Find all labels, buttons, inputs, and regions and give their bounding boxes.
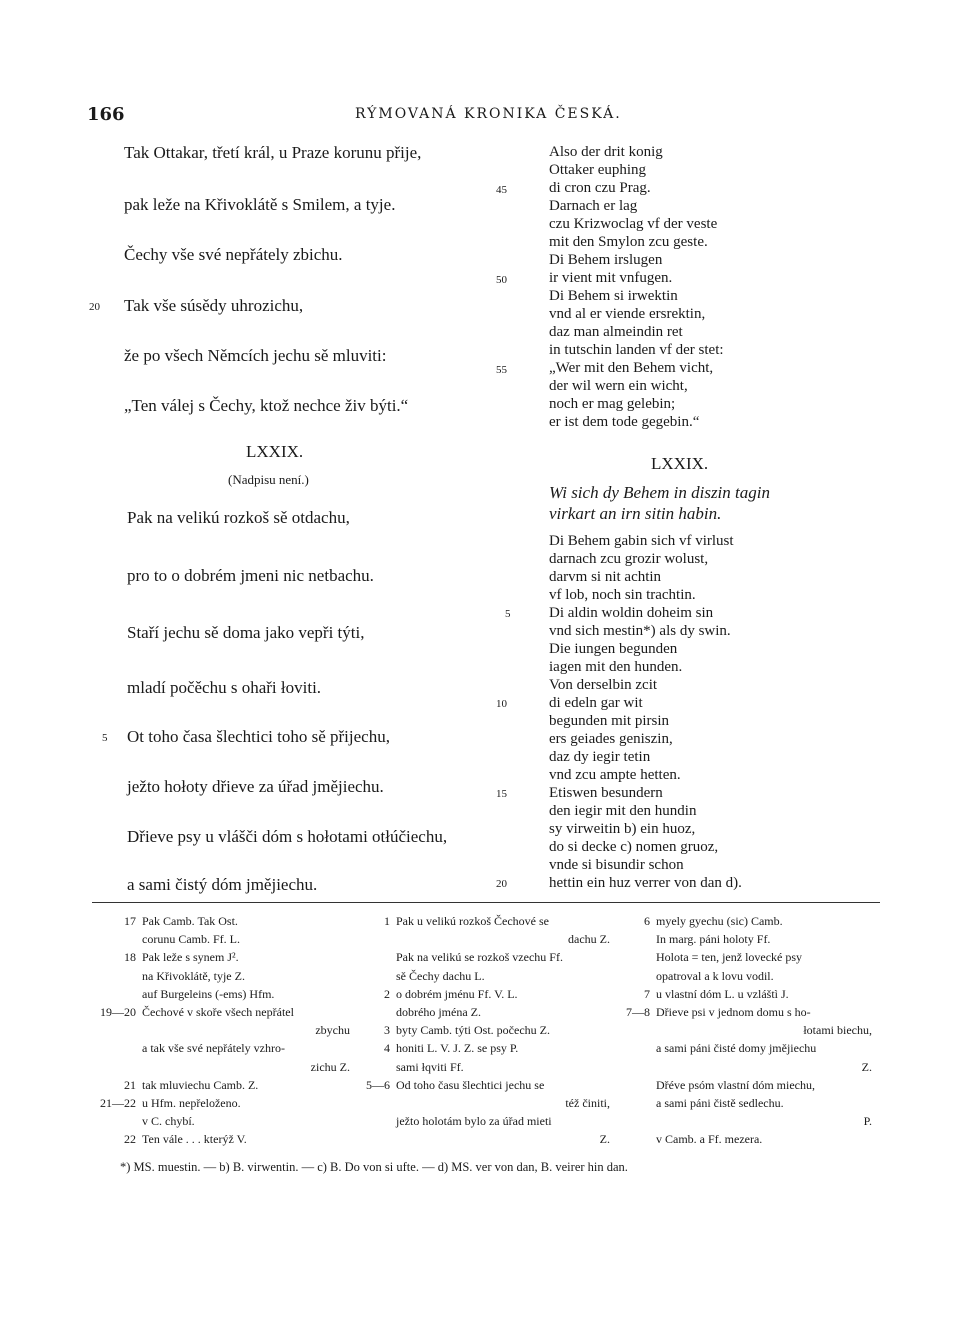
footnote-number (88, 967, 142, 985)
german-line: den iegir mit den hundin (549, 803, 697, 819)
footnote-number (616, 967, 656, 985)
footnote-number (354, 1094, 396, 1112)
footnote-line (354, 1039, 610, 1057)
footnote-line (88, 985, 350, 1003)
german-line: ers geiades geniszin, (549, 731, 673, 747)
german-line: darvm si nit achtin (549, 569, 662, 585)
footnote-text: P. (863, 1114, 872, 1129)
footnote-text: opatroval a k lovu vodil. (656, 968, 774, 983)
german-verse-block-top (549, 143, 724, 431)
line-number: 55 (496, 364, 507, 376)
german-line: di cron czu Prag. (549, 180, 651, 196)
czech-line: Pak na velikú rozkoš sě otdachu, (127, 508, 350, 527)
footnotes-column-2 (354, 912, 610, 1149)
german-line: er ist dem tode gegebin.“ (549, 414, 700, 430)
footnote-line (88, 1076, 350, 1094)
german-line: sy virweitin b) ein huoz, (549, 821, 696, 837)
section-subtitle-german: Wi sich dy Behem in diszin tagin (549, 483, 770, 502)
footnote-number (354, 930, 396, 948)
german-line: do si decke c) nomen gruoz, (549, 839, 719, 855)
footnote-number: 4 (384, 1041, 390, 1056)
footnote-text: Pak na velikú se rozkoš vzechu Ff. (396, 950, 563, 965)
footnotes-column-1 (88, 912, 350, 1149)
czech-line: Tak vše súsědy uhrozichu, (124, 296, 304, 315)
footnote-text: Pak u velikú rozkoš Čechové se (396, 914, 549, 928)
footnote-text: na Křivoklátě, tyje Z. (142, 968, 245, 983)
footnote-text: łotami biechu, (803, 1023, 872, 1038)
german-line: Di Behem si irwektin (549, 288, 678, 304)
footnote-number: 7—8 (626, 1005, 650, 1020)
german-line: iagen mit den hunden. (549, 659, 683, 675)
footnote-number (88, 985, 142, 1003)
footnote-number (616, 1112, 656, 1130)
footnote-text: sami łqviti Ff. (396, 1059, 464, 1074)
footnote-text: auf Burgeleins (-ems) Hfm. (142, 986, 275, 1001)
footnote-number (88, 1039, 142, 1057)
czech-line: pro to o dobrém jmeni nic netbachu. (127, 566, 374, 585)
section-subtitle-german: virkart an irn sitin habin. (549, 504, 722, 523)
czech-line: a sami čistý dóm jmějiechu. (127, 875, 318, 894)
footnote-text: In marg. páni holoty Ff. (656, 932, 771, 947)
footnote-line (88, 1058, 350, 1076)
footnote-text: honiti L. V. J. Z. se psy P. (396, 1041, 519, 1056)
footnote-line (616, 967, 872, 985)
footnote-number (354, 1112, 396, 1130)
footnote-line (616, 1021, 872, 1039)
line-number: 45 (496, 184, 507, 196)
footnote-number: 3 (384, 1023, 390, 1038)
german-line: in tutschin landen vf der stet: (549, 342, 724, 358)
czech-line: pak leže na Křivoklátě s Smilem, a tyje. (124, 195, 396, 214)
german-line: der wil wern ein wicht, (549, 378, 688, 394)
footnote-text: Pak leže s synem J². (142, 950, 239, 965)
footnote-text: u vlastní dóm L. u vzláštì J. (656, 986, 789, 1001)
footnote-number (88, 930, 142, 948)
german-line: Ottaker euphing (549, 162, 647, 178)
footnote-number (354, 948, 396, 966)
footnote-text: a sami páni čistě sedlechu. (656, 1096, 784, 1111)
footnote-line (616, 1094, 872, 1112)
footnote-text: zbychu (315, 1023, 350, 1038)
footnote-text: byty Camb. týti Ost. počechu Z. (396, 1023, 550, 1038)
german-line: Di Behem gabin sich vf virlust (549, 533, 734, 549)
footnote-text: Od toho času šlechtici jechu se (396, 1077, 545, 1092)
footnote-number: 22 (124, 1132, 136, 1147)
footnote-text: tak mluviechu Camb. Z. (142, 1077, 259, 1092)
footnote-text: v Camb. a Ff. mezera. (656, 1132, 763, 1147)
footnote-line (88, 1039, 350, 1057)
footnote-line (616, 1058, 872, 1076)
footnote-line (616, 930, 872, 948)
footnote-line (354, 912, 610, 930)
footnote-text: zichu Z. (310, 1059, 350, 1074)
footnote-line (88, 1094, 350, 1112)
footnote-line (354, 967, 610, 985)
german-line: mit den Smylon zcu geste. (549, 234, 708, 250)
german-line: ir vient mit vnfugen. (549, 270, 673, 286)
line-number: 5 (102, 732, 108, 744)
footnote-line (354, 1058, 610, 1076)
footnote-line (354, 1076, 610, 1094)
line-number: 20 (496, 878, 507, 890)
czech-line: že po všech Němcích jechu sě mluviti: (124, 346, 387, 365)
footnote-line (88, 1003, 350, 1021)
footnote-line (88, 912, 350, 930)
footnote-line (354, 1021, 610, 1039)
footnote-text: v C. chybí. (142, 1114, 195, 1129)
footnote-line (354, 1130, 610, 1148)
footnote-line (616, 1076, 872, 1094)
footnote-number (354, 1003, 396, 1021)
german-line: Di aldin woldin doheim sin (549, 605, 714, 621)
czech-line: Ot toho časa šlechtici toho sě přijechu, (127, 727, 390, 746)
german-line: noch er mag gelebin; (549, 396, 676, 412)
footnote-line (616, 1039, 872, 1057)
footnote-text: Čechové v skoře všech nepřátel (142, 1005, 294, 1020)
german-line: Die iungen begunden (549, 641, 678, 657)
footnote-line (88, 967, 350, 985)
footnote-number (616, 1076, 656, 1094)
footnote-line (616, 948, 872, 966)
footnote-text: ježto holotám bylo za úřad mieti (396, 1114, 552, 1129)
footnote-line (354, 1094, 610, 1112)
footnote-line (616, 1130, 872, 1148)
german-line: vnd zcu ampte hetten. (549, 767, 681, 783)
german-line: Di Behem irslugen (549, 252, 663, 268)
footnote-line (354, 948, 610, 966)
footnote-text: Pak Camb. Tak Ost. (142, 914, 238, 928)
footnote-text: Z. (861, 1059, 872, 1074)
footnote-line (88, 1130, 350, 1148)
czech-line: ježto hołoty dřieve za úřad jmějiechu. (127, 777, 384, 796)
footnote-line (88, 948, 350, 966)
footnote-number (354, 1058, 396, 1076)
footnote-number (616, 1021, 656, 1039)
german-line: Also der drit konig (549, 144, 663, 160)
footnote-number: 7 (644, 986, 650, 1001)
footnote-text: a tak vše své nepřátely vzhro- (142, 1041, 285, 1056)
footnote-line (616, 985, 872, 1003)
german-line: darnach zcu grozir wolust, (549, 551, 709, 567)
german-line: „Wer mit den Behem vicht, (549, 360, 714, 376)
footnote-number (616, 930, 656, 948)
footnote-line (88, 930, 350, 948)
footnote-number (616, 1130, 656, 1148)
line-number: 15 (496, 788, 507, 800)
footnote-text: corunu Camb. Ff. L. (142, 932, 240, 947)
footnote-number (616, 1058, 656, 1076)
footnote-text: Dřieve psi v jednom domu s ho- (656, 1005, 811, 1020)
running-title: RÝMOVANÁ KRONIKA ČESKÁ. (355, 106, 622, 122)
czech-line: Tak Ottakar, třetí král, u Praze korunu přije, (124, 143, 422, 162)
footnote-line (354, 1112, 610, 1130)
german-line: di edeln gar wit (549, 695, 643, 711)
footnote-number: 21—22 (100, 1096, 136, 1111)
bottom-notes: *) MS. muestin. — b) B. virwentin. — c) B. Do von si ufte. — d) MS. ver von dan, B. veirer hin dan. (120, 1160, 628, 1174)
footnote-number (88, 1112, 142, 1130)
footnote-text: též činiti, (565, 1096, 610, 1111)
line-number: 5 (505, 608, 511, 620)
footnote-number (88, 1021, 142, 1039)
footnote-number (616, 1039, 656, 1057)
footnote-text: sě Čechy dachu L. (396, 968, 485, 983)
footnote-text: dobrého jména Z. (396, 1005, 481, 1020)
footnote-line (616, 1112, 872, 1130)
footnote-number: 17 (124, 914, 136, 928)
footnote-number: 2 (384, 986, 390, 1001)
line-number: 20 (89, 301, 100, 313)
german-verse-block-bottom (549, 532, 742, 892)
footnote-text: o dobrém jménu Ff. V. L. (396, 986, 518, 1001)
german-line: Darnach er lag (549, 198, 638, 214)
line-number: 50 (496, 274, 507, 286)
section-title-german: LXXIX. (651, 454, 709, 473)
german-line: vf lob, noch sin trachtin. (549, 587, 696, 603)
footnote-line (88, 1021, 350, 1039)
footnote-text: Ten vále . . . kterýž V. (142, 1132, 247, 1147)
footnote-number (616, 948, 656, 966)
section-title-czech: LXXIX. (246, 442, 304, 461)
footnote-text: dachu Z. (568, 932, 610, 947)
footnote-text: Holota = ten, jenž lovecké psy (656, 950, 803, 965)
section-note-czech: (Nadpisu není.) (228, 472, 309, 487)
footnotes-column-3 (616, 912, 872, 1149)
german-line: vnd sich mestin*) als dy swin. (549, 623, 731, 639)
footnote-line (88, 1112, 350, 1130)
footnote-number (88, 1058, 142, 1076)
footnote-number: 6 (644, 914, 650, 928)
german-line: daz dy iegir tetin (549, 749, 651, 765)
footnote-line (354, 1003, 610, 1021)
line-number: 10 (496, 698, 507, 710)
page-number: 166 (87, 104, 125, 125)
german-line: czu Krizwoclag vf der veste (549, 216, 718, 232)
footnote-text: myely gyechu (sic) Camb. (656, 914, 783, 928)
german-line: Etiswen besundern (549, 785, 663, 801)
german-line: vnd al er viende ersrektin, (549, 306, 706, 322)
footnote-number: 1 (384, 914, 390, 928)
german-line: begunden mit pirsin (549, 713, 669, 729)
footnote-number: 18 (124, 950, 136, 965)
footnote-number: 19—20 (100, 1005, 136, 1020)
czech-line: Čechy vše své nepřátely zbichu. (124, 245, 343, 264)
footnote-line (616, 912, 872, 930)
czech-line: „Ten válej s Čechy, ktož nechce živ býti.“ (124, 396, 409, 415)
czech-line: Dřieve psy u vlášči dóm s hołotami otłúčiechu, (127, 827, 448, 846)
footnote-text: Z. (599, 1132, 610, 1147)
footnote-divider (92, 902, 880, 903)
czech-line: Staří jechu sě doma jako vepři týti, (127, 623, 365, 642)
footnote-number (354, 967, 396, 985)
czech-line: mladí počěchu s ohaři łoviti. (127, 678, 322, 697)
footnote-number (354, 1130, 396, 1148)
german-line: vnde si bisundir schon (549, 857, 684, 873)
german-line: Von derselbin zcit (549, 677, 658, 693)
footnote-line (354, 930, 610, 948)
footnote-number (616, 1094, 656, 1112)
footnote-number: 5—6 (366, 1077, 390, 1092)
footnote-text: a sami páni čisté domy jmějiechu (656, 1041, 817, 1056)
german-line: daz man almeindin ret (549, 324, 683, 340)
footnote-line (354, 985, 610, 1003)
german-line: hettin ein huz verrer von dan d). (549, 875, 742, 891)
footnote-line (616, 1003, 872, 1021)
footnote-text: u Hfm. nepřeloženo. (142, 1096, 241, 1111)
footnote-number: 21 (124, 1077, 136, 1092)
footnote-text: Dřéve psóm vlastní dóm miechu, (656, 1077, 815, 1092)
